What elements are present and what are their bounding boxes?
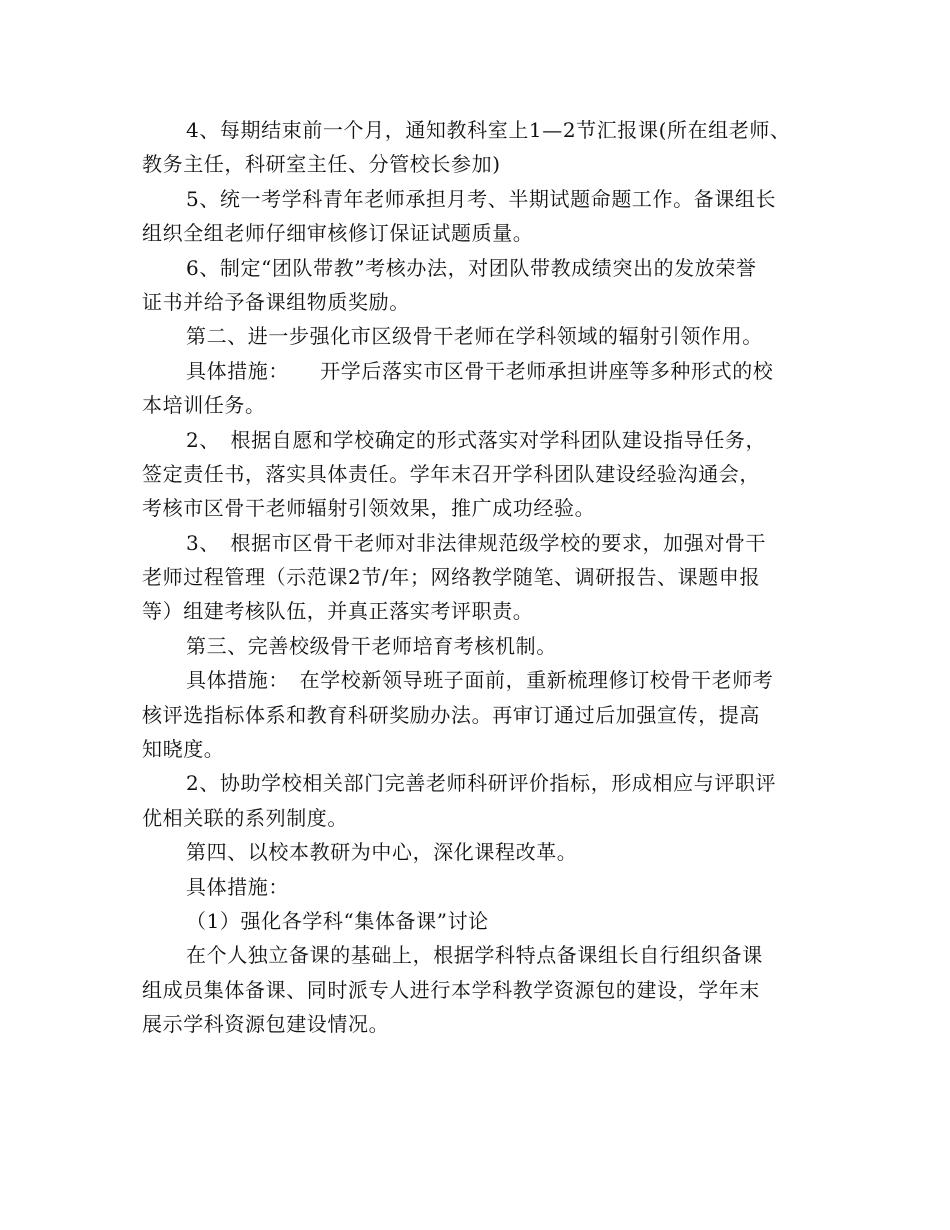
paragraph-line: 具体措施：	[186, 874, 289, 899]
document-body	[142, 113, 807, 1042]
subsection-heading: （1）强化各学科“集体备课”讨论	[186, 908, 489, 933]
paragraph-line: 3、 根据市区骨干老师对非法律规范级学校的要求，加强对骨干	[186, 530, 767, 555]
section-heading: 第三、完善校级骨干老师培育考核机制。	[186, 633, 557, 658]
paragraph-line: 2、 根据自愿和学校确定的形式落实对学科团队建设指导任务，	[186, 427, 767, 452]
paragraph-line: 证书并给予备课组物质奖励。	[142, 289, 410, 314]
paragraph-line: 组成员集体备课、同时派专人进行本学科教学资源包的建设，学年末	[142, 977, 760, 1002]
paragraph-line: 教务主任，科研室主任、分管校长参加)	[142, 152, 501, 177]
paragraph-line: 2、协助学校相关部门完善老师科研评价指标，形成相应与评职评	[186, 771, 777, 796]
paragraph-line: 展示学科资源包建设情况。	[142, 1012, 390, 1037]
paragraph-line: 5、统一考学科青年老师承担月考、半期试题命题工作。备课组长	[186, 186, 777, 211]
paragraph-line: 知晓度。	[142, 737, 225, 762]
paragraph-line: 6、制定“团队带教”考核办法，对团队带教成绩突出的发放荣誉	[186, 255, 757, 280]
paragraph-line: 老师过程管理（示范课2节/年；网络教学随笔、调研报告、课题申报	[142, 565, 761, 590]
paragraph-line: 核评选指标体系和教育科研奖励办法。再审订通过后加强宣传，提高	[142, 702, 760, 727]
paragraph-line: 本培训任务。	[142, 393, 266, 418]
paragraph-line: 等）组建考核队伍，并真正落实考评职责。	[142, 599, 534, 624]
paragraph-line: 签定责任书，落实具体责任。学年末召开学科团队建设经验沟通会，	[142, 461, 760, 486]
section-heading: 第四、以校本教研为中心，深化课程改革。	[186, 840, 578, 865]
paragraph-line: 优相关联的系列制度。	[142, 805, 348, 830]
section-heading: 第二、进一步强化市区级骨干老师在学科领域的辐射引领作用。	[186, 324, 763, 349]
paragraph-line: 具体措施： 开学后落实市区骨干老师承担讲座等多种形式的校	[186, 358, 774, 383]
paragraph-line: 4、每期结束前一个月，通知教科室上1—2节汇报课(所在组老师、	[186, 118, 791, 142]
paragraph-line: 组织全组老师仔细审核修订保证试题质量。	[142, 221, 534, 246]
paragraph-line: 在个人独立备课的基础上，根据学科特点备课组长自行组织备课	[186, 943, 763, 968]
paragraph-line: 具体措施： 在学校新领导班子面前，重新梳理修订校骨干老师考	[186, 668, 774, 693]
paragraph-line: 考核市区骨干老师辐射引领效果，推广成功经验。	[142, 496, 596, 521]
